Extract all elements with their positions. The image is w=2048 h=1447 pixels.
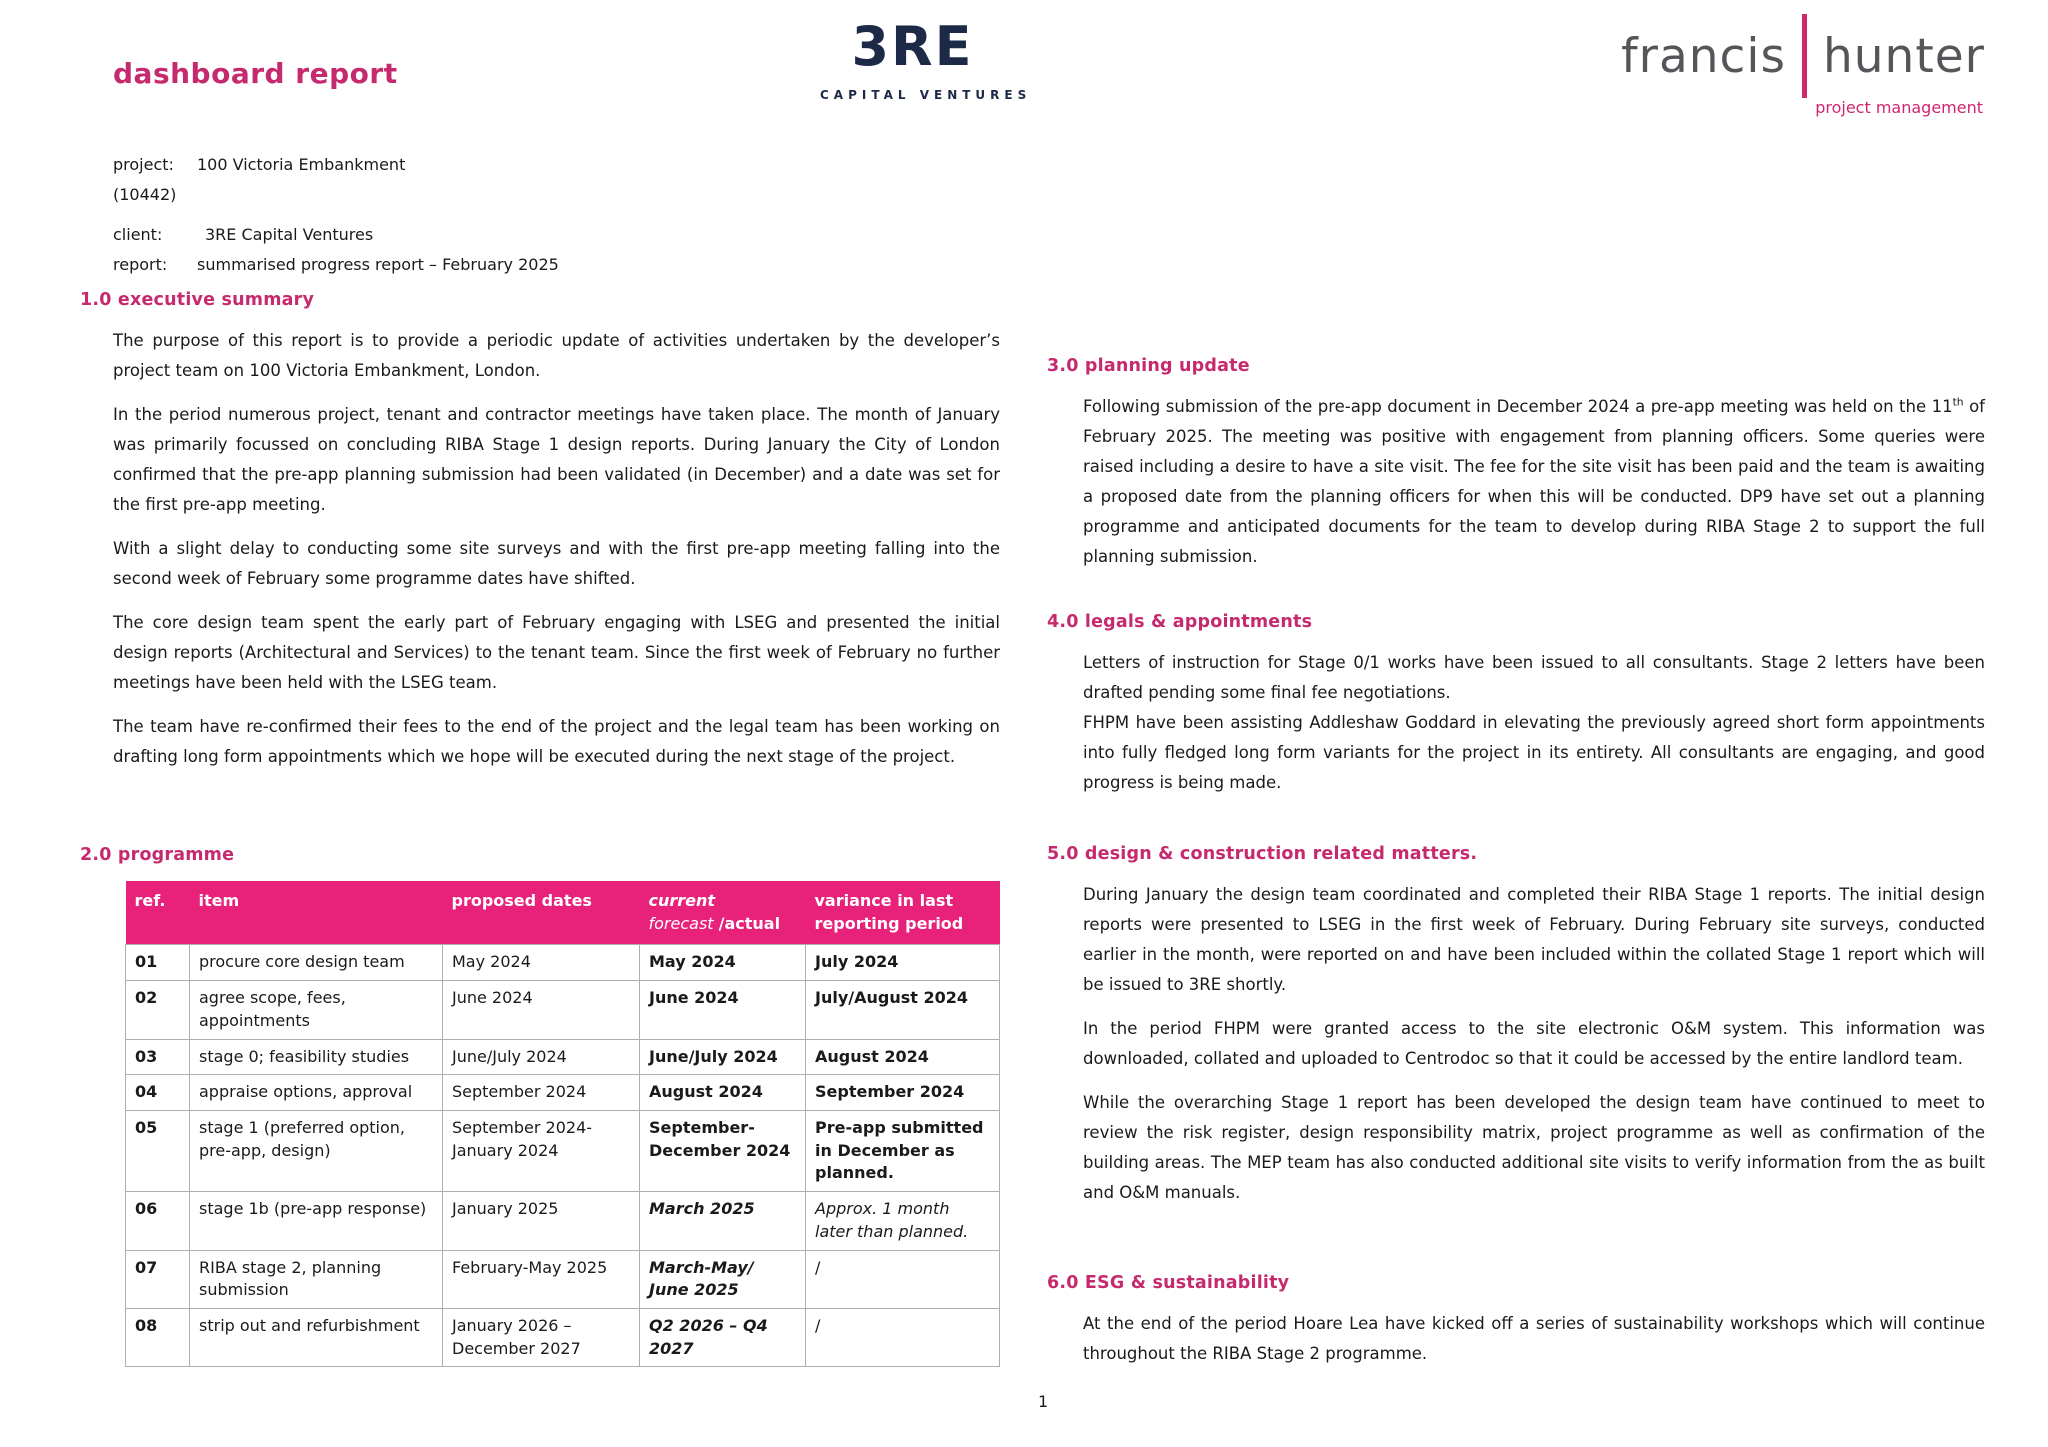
table-row [126,1110,1000,1191]
3re-capital-ventures-logo [820,15,1032,102]
francis-hunter-logo [1621,14,1985,117]
header-proposed-dates: proposed dates [443,881,640,945]
cell-ref: 01 [126,945,190,981]
cell-variance: July/August 2024 [806,981,1000,1039]
cell-proposed: January 2026 – December 2027 [443,1309,640,1367]
cell-ref: 02 [126,981,190,1039]
project-meta [113,150,559,280]
paragraph: The core design team spent the early part of February engaging with LSEG and presented the initial design reports (Architectural and Services) to the tenant team. Since the first week of February no further meetings have been held with the LSEG team. [113,613,1000,692]
meta-client-row [113,220,559,250]
cell-variance: September 2024 [806,1075,1000,1111]
cell-variance: August 2024 [806,1039,1000,1075]
programme-table-header [126,881,1000,945]
cell-current: June 2024 [640,981,806,1039]
cell-variance: Pre-app submitted in December as planned. [806,1110,1000,1191]
project-value: 100 Victoria Embankment [197,155,406,174]
client-label: client: [113,225,163,244]
table-row [126,1039,1000,1075]
section-legals-appointments [1047,612,1985,812]
cell-item: RIBA stage 2, planning submission [190,1250,443,1308]
paragraph: During January the design team coordinated and completed their RIBA Stage 1 reports. The initial design reports were presented to LSEG in the first week of February. During February site surveys, conducted earlier in the month, were reported on and have been included within the collated Stage 1 report which will be issued to 3RE shortly. [1083,885,1985,994]
cell-current: August 2024 [640,1075,806,1111]
report-value: summarised progress report – February 2025 [197,255,559,274]
table-row [126,1192,1000,1250]
cell-proposed: September 2024- January 2024 [443,1110,640,1191]
cell-ref: 03 [126,1039,190,1075]
paragraph: In the period FHPM were granted access to the site electronic O&M system. This information was downloaded, collated and uploaded to Centrodoc so that it could be accessed by the entire landlord team. [1083,1019,1985,1068]
paragraph: Following submission of the pre-app document in December 2024 a pre-app meeting was held on the 11th of February 2025. The meeting was positive with engagement from planning officers. Some queries were raised including a desire to have a site visit. The fee for the site visit has been paid and the team is awaiting a proposed date from the planning officers for when this will be conducted. DP9 have set out a planning programme and anticipated documents for the team to develop during RIBA Stage 2 to support the full planning submission. [1083,395,1985,566]
programme-table [125,881,1000,1367]
left-column [80,290,1000,786]
cell-item: agree scope, fees, appointments [190,981,443,1039]
paragraph: The team have re-confirmed their fees to the end of the project and the legal team has been working on drafting long form appointments which we hope will be executed during the next stage of the project. [113,717,1000,766]
header-item: item [190,881,443,945]
meta-report-row [113,250,559,280]
cell-ref: 06 [126,1192,190,1250]
programme-heading: 2.0 programme [80,845,235,865]
cell-proposed: June 2024 [443,981,640,1039]
cell-proposed: September 2024 [443,1075,640,1111]
executive-summary-heading: 1.0 executive summary [80,290,315,310]
cell-ref: 04 [126,1075,190,1111]
paragraph: Letters of instruction for Stage 0/1 works have been issued to all consultants. Stage 2 letters have been drafted pending some final fee negotiations. [1083,653,1985,702]
cell-current: March 2025 [640,1192,806,1250]
logo-word-hunter: hunter [1822,28,1985,84]
superscript-th: th [1952,395,1964,409]
paragraph: With a slight delay to conducting some site surveys and with the first pre-app meeting falling into the second week of February some programme dates have shifted. [113,539,1000,588]
meta-project-row [113,150,559,180]
client-value: 3RE Capital Ventures [205,225,374,244]
cell-current: Q2 2026 – Q4 2027 [640,1309,806,1367]
logo-word-francis: francis [1621,28,1786,84]
cell-proposed: June/July 2024 [443,1039,640,1075]
meta-project-number-row [113,180,559,210]
table-row [126,1250,1000,1308]
cell-ref: 07 [126,1250,190,1308]
paragraph: In the period numerous project, tenant and contractor meetings have taken place. The month of January was primarily focussed on concluding RIBA Stage 1 design reports. During January the City of London confirmed that the pre-app planning submission had been validated (in December) and a date was set for the first pre-app meeting. [113,405,1000,514]
cell-variance: July 2024 [806,945,1000,981]
cell-item: strip out and refurbishment [190,1309,443,1367]
cell-proposed: May 2024 [443,945,640,981]
table-row [126,1075,1000,1111]
cell-current: May 2024 [640,945,806,981]
design-heading: 5.0 design & construction related matters. [1047,844,1478,864]
francis-hunter-tagline: project management [1815,98,1983,117]
page-number: 1 [1038,1392,1049,1411]
document-title: dashboard report [113,57,398,90]
cell-item: stage 0; feasibility studies [190,1039,443,1075]
cell-current: September-December 2024 [640,1110,806,1191]
paragraph: While the overarching Stage 1 report has been developed the design team have continued to meet to review the risk register, design responsibility matrix, project programme as well as confirmation of the building areas. The MEP team has also conducted additional site visits to verify information from the as built and O&M manuals. [1083,1093,1985,1202]
cell-proposed: January 2025 [443,1192,640,1250]
section-esg-sustainability [1047,1273,1985,1383]
legals-heading: 4.0 legals & appointments [1047,612,1313,632]
section-planning-update [1047,356,1985,586]
project-label: project: [113,155,174,174]
cell-item: stage 1 (preferred option, pre-app, design) [190,1110,443,1191]
section-executive-summary [80,290,1000,772]
cell-current: June/July 2024 [640,1039,806,1075]
cell-variance: Approx. 1 month later than planned. [806,1192,1000,1250]
section-design-construction [1047,844,1985,1222]
paragraph: The purpose of this report is to provide a periodic update of activities undertaken by the developer’s project team on 100 Victoria Embankment, London. [113,331,1000,380]
table-row [126,945,1000,981]
cell-ref: 05 [126,1110,190,1191]
cell-ref: 08 [126,1309,190,1367]
cell-item: appraise options, approval [190,1075,443,1111]
header-current-forecast-actual: current forecast /actual [640,881,806,945]
section-programme [80,845,1000,1367]
esg-heading: 6.0 ESG & sustainability [1047,1273,1290,1293]
header-ref: ref. [126,881,190,945]
cell-variance: / [806,1250,1000,1308]
logo-divider-bar [1802,14,1807,98]
cell-item: stage 1b (pre-app response) [190,1192,443,1250]
table-row [126,981,1000,1039]
project-number: (10442) [113,185,177,204]
planning-heading: 3.0 planning update [1047,356,1250,376]
header-variance: variance in last reporting period [806,881,1000,945]
cell-variance: / [806,1309,1000,1367]
cell-item: procure core design team [190,945,443,981]
paragraph: FHPM have been assisting Addleshaw Goddard in elevating the previously agreed short form appointments into fully fledged long form variants for the project in its entirety. All consultants are engaging, and good progress is being made. [1083,713,1985,792]
3re-logo-mark: 3RE [851,15,974,78]
cell-proposed: February-May 2025 [443,1250,640,1308]
paragraph: At the end of the period Hoare Lea have kicked off a series of sustainability workshops which will continue throughout the RIBA Stage 2 programme. [1083,1314,1985,1363]
report-label: report: [113,255,168,274]
3re-logo-tagline: CAPITAL VENTURES [820,88,1032,102]
cell-current: March-May/ June 2025 [640,1250,806,1308]
table-row [126,1309,1000,1367]
